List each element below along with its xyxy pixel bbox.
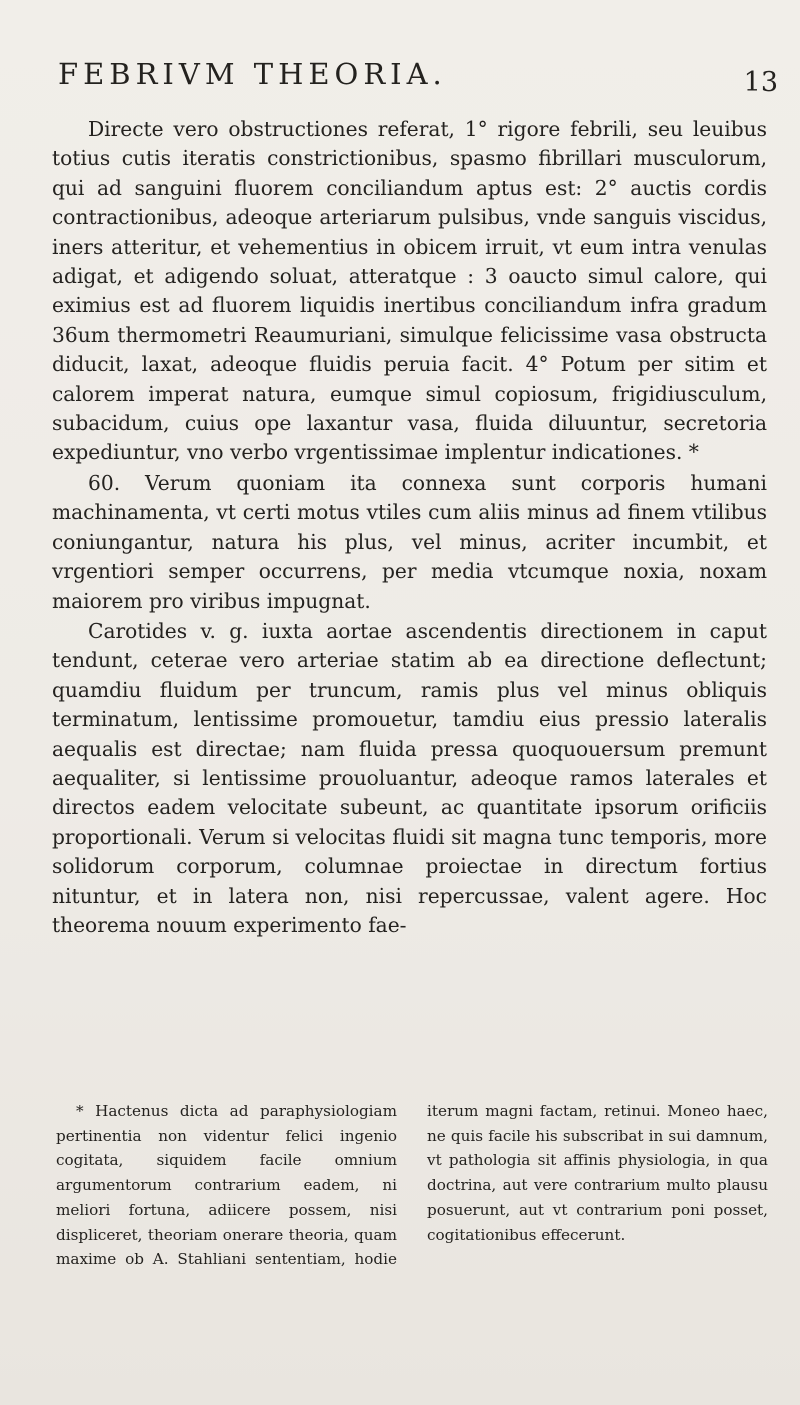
page-number: 13 bbox=[743, 67, 778, 98]
page-header bbox=[58, 58, 778, 98]
footnote-block bbox=[56, 1099, 768, 1272]
footnote-text: * Hactenus dicta ad paraphysiologiam pertinentia non videntur felici ingenio cogitata, siquidem facile omnium argumentorum contrarium eadem, ni meliori fortuna, adiicere possem, nisi displiceret, theoriam onerare theoria, quam maxime ob A. Stahliani sententiam, hodie iterum magni factam, retinui. Moneo haec, ne quis facile his subscribat in sui damnum, vt pathologia sit affinis physiologia, in qua doctrina, aut vere contrarium multo plausu posuerunt, aut vt contrarium poni posset, cogitationibus effecerunt. bbox=[56, 1102, 768, 1269]
paragraph-2: 60. Verum quoniam ita connexa sunt corporis humani machinamenta, vt certi motus vtiles cum aliis minus ad finem vtilibus coniungantur, natura his plus, vel minus, acriter incumbit, et vrgentiori semper occurrens, per media vtcumque noxia, noxam maiorem pro viribus impugnat. bbox=[52, 470, 767, 613]
paragraph-1: Directe vero obstructiones referat, 1° rigore febrili, seu leuibus totius cutis iteratis constrictionibus, spasmo fibrillari musculorum, qui ad sanguini fluorem conciliandum aptus est: 2° auctis cordis contractionibus, adeoque arteriarum pulsibus, vnde sanguis viscidus, iners atteritur, et vehementius in obicem irruit, vt eum intra venulas adigat, et adigendo soluat, atteratque : 3 oaucto simul calore, qui eximius est ad fluorem liquidis inertibus conciliandum infra gradum 36um thermometri Reaumuriani, simulque felicissime vasa obstructa diducit, laxat, adeoque fluidis peruia facit. 4° Potum per sitim et calorem imperat natura, eumque simul copiosum, frigidiusculum, subacidum, cuius ope laxantur vasa, fluida diluuntur, secretoria expediuntur, vno verbo vrgentissimae implentur indicationes. * bbox=[52, 117, 767, 465]
running-head: FEBRIVM THEORIA. bbox=[58, 57, 447, 91]
main-text bbox=[52, 115, 767, 940]
paragraph-3: Carotides v. g. iuxta aortae ascendentis directionem in caput tendunt, ceterae vero arteriae statim ab ea directione deflectunt; quamdiu fluidum per truncum, ramis plus vel minus obliquis terminatum, lentissime promouetur, tamdiu eius pressio lateralis aequalis est directae; nam fluida pressa quoquouersum premunt aequaliter, si lentissime prouoluantur, adeoque ramos laterales et directos eadem velocitate subeunt, ac quantitate ipsorum orificiis proportionali. Verum si velocitas fluidi sit magna tunc temporis, more solidorum corporum, columnae proiectae in directum fortius nituntur, et in latera non, nisi repercussae, valent agere. Hoc theorema nouum experimento fae- bbox=[52, 618, 767, 937]
